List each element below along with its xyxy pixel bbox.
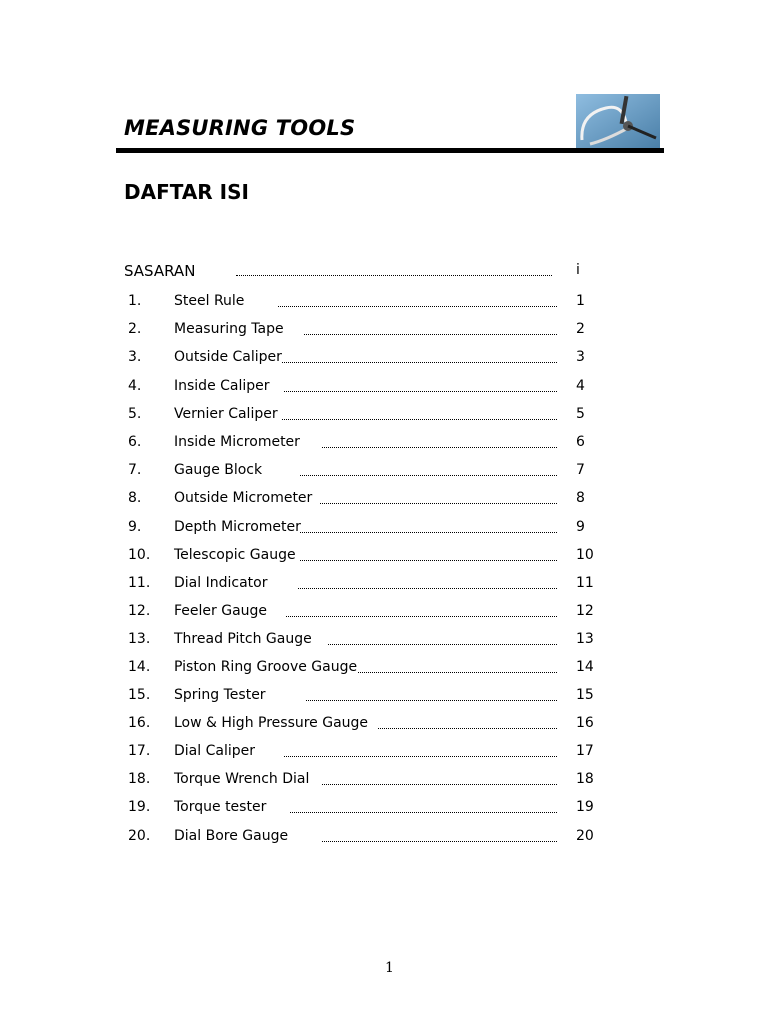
toc-entry-label: Outside Micrometer xyxy=(174,490,313,506)
toc-leader xyxy=(300,560,557,561)
toc-entry-label: Torque Wrench Dial xyxy=(174,771,310,787)
toc-leader xyxy=(306,700,557,701)
toc-entry-number: 8. xyxy=(128,490,142,506)
toc-entry-page: 11 xyxy=(576,575,594,591)
toc-entry-page: 4 xyxy=(576,378,585,394)
toc-leader xyxy=(322,784,557,785)
toc-entry-number: 9. xyxy=(128,519,142,535)
toc-entry-page: 6 xyxy=(576,434,585,450)
toc-entry-number: 10. xyxy=(128,547,151,563)
toc-entry-page: 20 xyxy=(576,828,594,844)
toc-entry-label: Torque tester xyxy=(174,799,267,815)
toc-entry[interactable] xyxy=(0,378,768,400)
toc-leader xyxy=(328,644,557,645)
toc-entry[interactable] xyxy=(0,631,768,653)
toc-entry-number: 2. xyxy=(128,321,142,337)
toc-entry-page: 15 xyxy=(576,687,594,703)
toc-entry-label: Spring Tester xyxy=(174,687,266,703)
footer-page-number: 1 xyxy=(385,960,394,976)
toc-entry[interactable] xyxy=(0,349,768,371)
toc-entry-page: 19 xyxy=(576,799,594,815)
toc-entry-label: Vernier Caliper xyxy=(174,406,278,422)
toc-entry-number: 1. xyxy=(128,293,142,309)
caliper-tool-photo-icon xyxy=(576,94,660,148)
toc-entry-label: Inside Caliper xyxy=(174,378,270,394)
toc-entry-number: 13. xyxy=(128,631,151,647)
toc-entry[interactable] xyxy=(0,659,768,681)
toc-entry-label: Telescopic Gauge xyxy=(174,547,296,563)
toc-entry-label: Dial Bore Gauge xyxy=(174,828,289,844)
toc-leader xyxy=(298,588,557,589)
toc-entry-label: Inside Micrometer xyxy=(174,434,300,450)
toc-sasaran-label: SASARAN xyxy=(124,262,196,280)
toc-leader xyxy=(282,362,557,363)
toc-entry[interactable] xyxy=(0,406,768,428)
toc-entry-number: 12. xyxy=(128,603,151,619)
toc-entry[interactable] xyxy=(0,743,768,765)
toc-entry-number: 18. xyxy=(128,771,151,787)
toc-leader xyxy=(320,503,557,504)
toc-leader xyxy=(300,475,557,476)
toc-entry-number: 15. xyxy=(128,687,151,703)
toc-entry-page: 8 xyxy=(576,490,585,506)
toc-entry[interactable] xyxy=(0,462,768,484)
toc-entry-page: 2 xyxy=(576,321,585,337)
toc-entry-number: 11. xyxy=(128,575,151,591)
toc-entry-page: 16 xyxy=(576,715,594,731)
toc-entry-label: Measuring Tape xyxy=(174,321,284,337)
toc-entry-label: Low & High Pressure Gauge xyxy=(174,715,369,731)
toc-entry-number: 16. xyxy=(128,715,151,731)
toc-sasaran-page: i xyxy=(576,262,580,278)
toc-leader xyxy=(322,447,557,448)
toc-entry-label: Outside Caliper xyxy=(174,349,282,365)
toc-entry-label: Gauge Block xyxy=(174,462,263,478)
toc-entry-label: Depth Micrometer xyxy=(174,519,301,535)
toc-entry-label: Piston Ring Groove Gauge xyxy=(174,659,358,675)
toc-entry-page: 12 xyxy=(576,603,594,619)
toc-leader xyxy=(284,391,557,392)
toc-leader xyxy=(278,306,557,307)
toc-leader xyxy=(304,334,557,335)
toc-entry[interactable] xyxy=(0,799,768,821)
toc-entry[interactable] xyxy=(0,828,768,850)
toc-leader xyxy=(284,756,557,757)
toc-entry-number: 20. xyxy=(128,828,151,844)
header-rule xyxy=(116,148,664,153)
toc-entry[interactable] xyxy=(0,575,768,597)
toc-entry-page: 17 xyxy=(576,743,594,759)
toc-entry[interactable] xyxy=(0,321,768,343)
toc-entry[interactable] xyxy=(0,603,768,625)
toc-entry-page: 13 xyxy=(576,631,594,647)
toc-entry[interactable] xyxy=(0,490,768,512)
toc-entry-label: Thread Pitch Gauge xyxy=(174,631,312,647)
toc-entry-number: 14. xyxy=(128,659,151,675)
toc-leader xyxy=(286,616,557,617)
toc-entry-number: 6. xyxy=(128,434,142,450)
toc-entry-page: 1 xyxy=(576,293,585,309)
toc-entry[interactable] xyxy=(0,434,768,456)
toc-entry-label: Dial Caliper xyxy=(174,743,255,759)
toc-entry-number: 5. xyxy=(128,406,142,422)
toc-entry[interactable] xyxy=(0,771,768,793)
toc-entry-page: 5 xyxy=(576,406,585,422)
toc-entry-number: 3. xyxy=(128,349,142,365)
toc-leader xyxy=(290,812,557,813)
toc-entry-page: 14 xyxy=(576,659,594,675)
toc-entry[interactable] xyxy=(0,293,768,315)
toc-entry-page: 10 xyxy=(576,547,594,563)
toc-entry-page: 9 xyxy=(576,519,585,535)
toc-entry-page: 18 xyxy=(576,771,594,787)
toc-entry[interactable] xyxy=(0,715,768,737)
toc-entry-number: 17. xyxy=(128,743,151,759)
page-heading: DAFTAR ISI xyxy=(124,180,249,204)
toc-entry-page: 3 xyxy=(576,349,585,365)
toc-sasaran[interactable] xyxy=(0,262,768,284)
toc-leader xyxy=(236,275,552,276)
toc-leader xyxy=(300,532,557,533)
toc-entry-number: 7. xyxy=(128,462,142,478)
document-title: MEASURING TOOLS xyxy=(124,116,356,140)
toc-entry[interactable] xyxy=(0,519,768,541)
toc-entry-label: Steel Rule xyxy=(174,293,245,309)
toc-entry-page: 7 xyxy=(576,462,585,478)
toc-leader xyxy=(282,419,557,420)
toc-entry[interactable] xyxy=(0,547,768,569)
toc-leader xyxy=(358,672,557,673)
toc-leader xyxy=(322,841,557,842)
toc-entry-number: 19. xyxy=(128,799,151,815)
toc-entry-number: 4. xyxy=(128,378,142,394)
toc-leader xyxy=(378,728,557,729)
toc-entry-label: Feeler Gauge xyxy=(174,603,268,619)
toc-entry[interactable] xyxy=(0,687,768,709)
toc-entry-label: Dial Indicator xyxy=(174,575,268,591)
